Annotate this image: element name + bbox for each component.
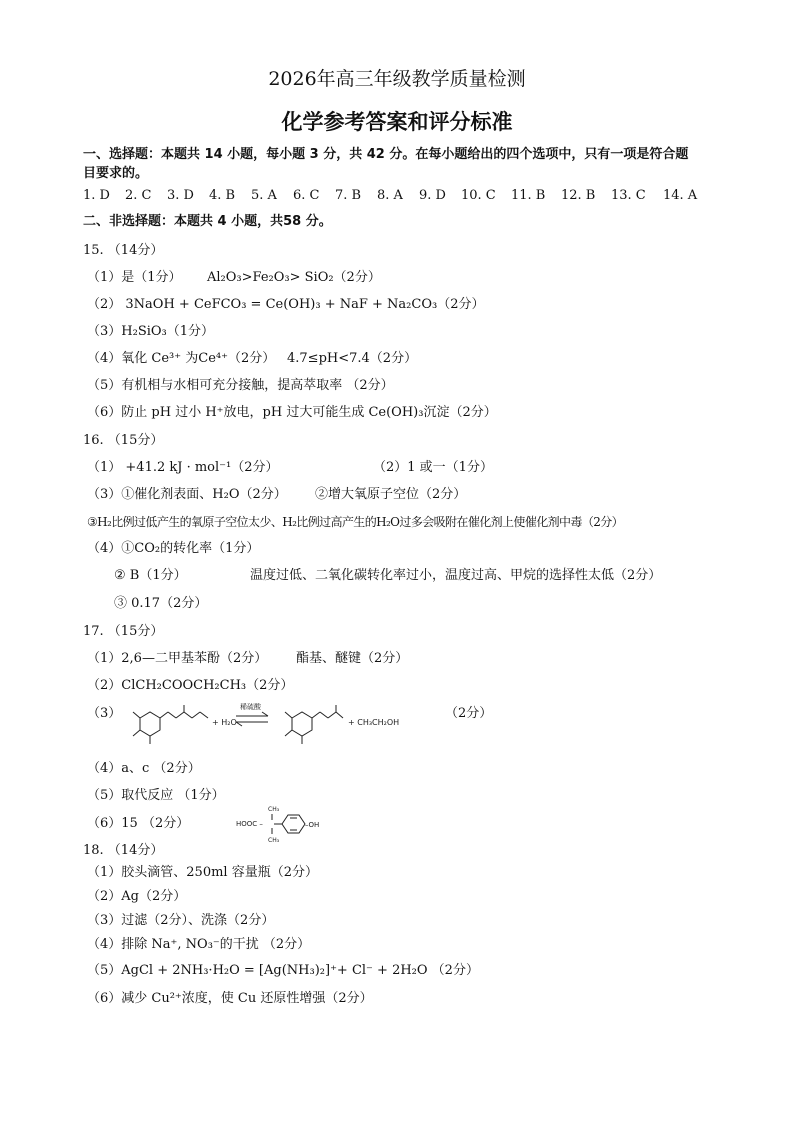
section1-intro-line1: 一、选择题：本题共 14 小题，每小题 3 分，共 42 分。在每小题给出的四个选项中，只有一项是符合题 <box>83 147 689 162</box>
methyl-top-label: CH₃ <box>268 806 280 813</box>
answer-3: 3. D <box>167 188 194 203</box>
q15-answer-1b: Al₂O₃>Fe₂O₃> SiO₂（2分） <box>207 270 381 285</box>
q16-answer-3b: ②增大氧原子空位（2分） <box>315 487 467 502</box>
q16-answer-2: （2）1 或一（1分） <box>373 460 493 475</box>
q16-answer-1: （1） +41.2 kJ · mol⁻¹（2分） <box>87 460 279 475</box>
q15-answer-4a: （4）氧化 Ce³⁺ 为Ce⁴⁺（2分） <box>87 351 276 366</box>
answer-10: 10. C <box>461 188 496 203</box>
q17-answer-1a: （1）2,6—二甲基苯酚（2分） <box>87 651 268 666</box>
reactant-structure-icon <box>133 705 208 744</box>
carboxyl-group-label: HOOC – <box>236 820 263 828</box>
q18-answer-3: （3）过滤（2分）、洗涤（2分） <box>87 913 275 928</box>
q15-answer-2: （2） 3NaOH + CeFCO₃ = Ce(OH)₃ + NaF + Na₂CO₃（2分） <box>87 297 485 312</box>
q17-heading: 17. （15分） <box>83 624 164 639</box>
answer-2: 2. C <box>125 188 152 203</box>
q17-answer-2: （2）ClCH₂COOCH₂CH₃（2分） <box>87 678 294 693</box>
q17-answer-1b: 酯基、醚键（2分） <box>296 651 409 666</box>
equilibrium-arrow-icon <box>236 712 268 726</box>
section1-intro-line2: 目要求的。 <box>83 166 149 181</box>
q15-heading: 15. （14分） <box>83 243 164 258</box>
q16-heading: 16. （15分） <box>83 433 164 448</box>
answer-12: 12. B <box>561 188 596 203</box>
exam-title: 2026年高三年级教学质量检测 <box>268 68 526 90</box>
q18-answer-4: （4）排除 Na⁺, NO₃⁻的干扰 （2分） <box>87 937 311 952</box>
q17-answer-4: （4）a、c （2分） <box>87 761 201 776</box>
q16-answer-3c: ③H₂比例过低产生的氧原子空位太少、H₂比例过高产生的H₂O过多会吸附在催化剂上使催化剂中毒（2分） <box>87 515 624 529</box>
answer-5: 5. A <box>251 188 277 203</box>
hydroxyl-label: –OH <box>305 821 320 829</box>
q16-answer-4b: ② B（1分） <box>114 568 187 583</box>
answer-6: 6. C <box>293 188 320 203</box>
answer-9: 9. D <box>419 188 446 203</box>
q15-answer-5: （5）有机相与水相可充分接触，提高萃取率 （2分） <box>87 378 394 393</box>
q18-answer-2: （2）Ag（2分） <box>87 889 187 904</box>
product-structure-icon <box>285 705 343 744</box>
answer-14: 14. A <box>663 188 698 203</box>
catalyst-label: 稀硫酸 <box>240 703 261 711</box>
q17-answer-3-label: （3） <box>87 706 122 721</box>
methyl-bottom-label: CH₃ <box>268 837 280 844</box>
answer-11: 11. B <box>511 188 546 203</box>
benzene-ring-icon <box>282 815 305 833</box>
q17-answer-6: （6）15 （2分） <box>87 816 190 831</box>
answer-4: 4. B <box>209 188 236 203</box>
answer-8: 8. A <box>377 188 403 203</box>
plus-water: + H₂O <box>212 718 237 727</box>
q15-answer-1a: （1）是（1分） <box>87 270 182 285</box>
plus-ethanol: + CH₃CH₂OH <box>348 718 400 727</box>
answer-13: 13. C <box>611 188 646 203</box>
q16-answer-4a: （4）①CO₂的转化率（1分） <box>87 541 260 556</box>
answer-7: 7. B <box>335 188 362 203</box>
q18-answer-6: （6）减少 Cu²⁺浓度，使 Cu 还原性增强（2分） <box>87 991 373 1006</box>
hydrolysis-reaction-scheme <box>120 700 440 752</box>
q15-answer-4b: 4.7≤pH<7.4（2分） <box>287 351 418 366</box>
q16-answer-3a: （3）①催化剂表面、H₂O（2分） <box>87 487 287 502</box>
section2-intro: 二、非选择题：本题共 4 小题，共58 分。 <box>83 214 332 229</box>
q17-answer-5: （5）取代反应 （1分） <box>87 788 225 803</box>
q17-answer-3-score: （2分） <box>445 706 493 721</box>
q18-answer-1: （1）胶头滴管、250ml 容量瓶（2分） <box>87 865 318 880</box>
q18-answer-5: （5）AgCl + 2NH₃·H₂O = [Ag(NH₃)₂]⁺+ Cl⁻ + 2H₂O （2分） <box>87 963 479 978</box>
quaternary-carbon-bonds-icon <box>272 814 282 834</box>
q16-answer-4b-reason: 温度过低、二氧化碳转化率过小，温度过高、甲烷的选择性太低（2分） <box>250 568 662 583</box>
q16-answer-4c: ③ 0.17（2分） <box>114 596 208 611</box>
q15-answer-3: （3）H₂SiO₃（1分） <box>87 324 215 339</box>
isomer-structure <box>236 802 336 846</box>
answer-1: 1. D <box>83 188 110 203</box>
q18-heading: 18. （14分） <box>83 843 164 858</box>
answer-key-title: 化学参考答案和评分标准 <box>281 110 513 134</box>
q15-answer-6: （6）防止 pH 过小 H⁺放电，pH 过大可能生成 Ce(OH)₃沉淀（2分） <box>87 405 497 420</box>
